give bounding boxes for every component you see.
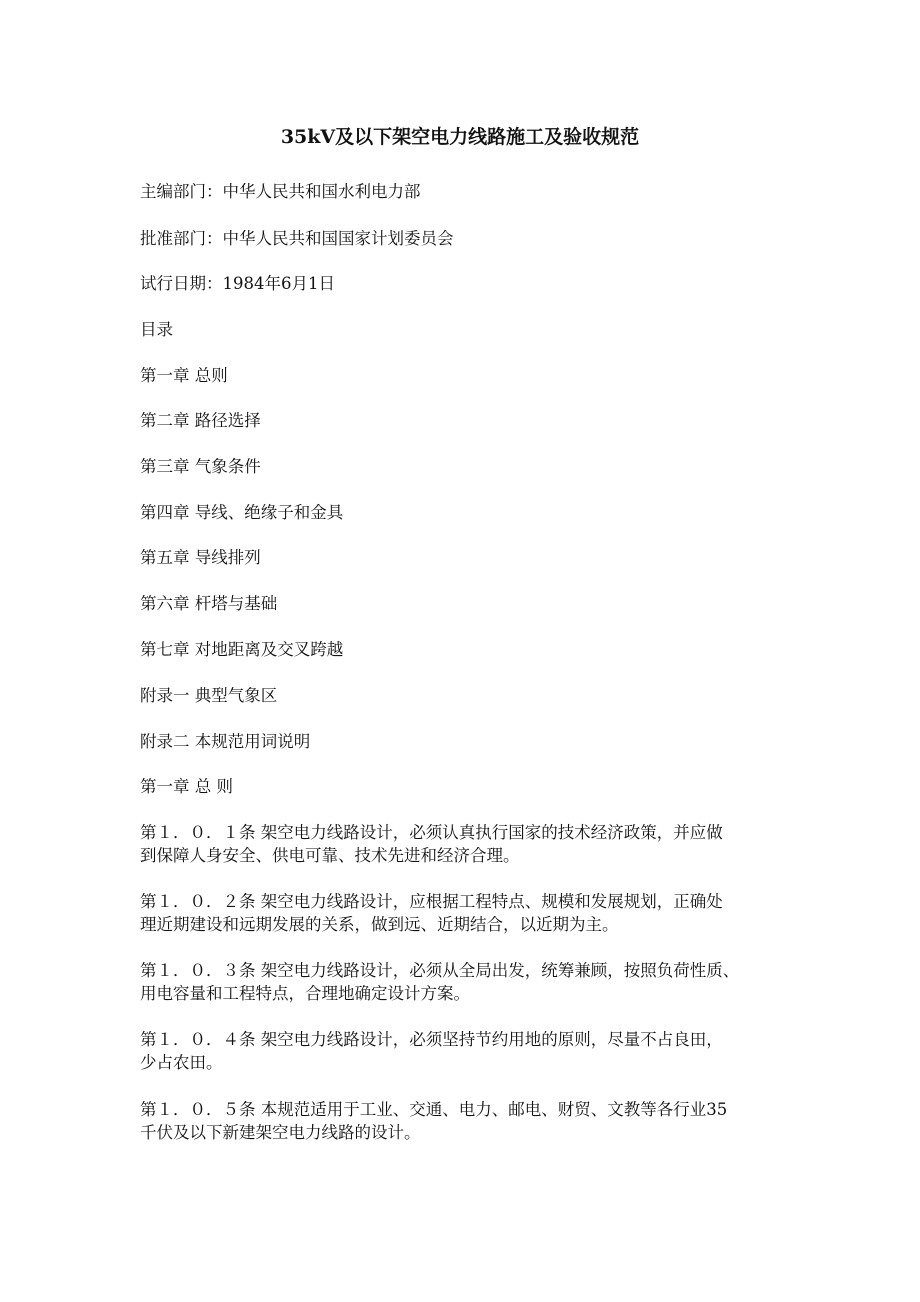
chapter-heading: 第一章 总 则 (140, 777, 233, 796)
toc-item: 第六章 杆塔与基础 (140, 594, 278, 613)
toc-item: 第七章 对地距离及交叉跨越 (140, 640, 344, 659)
article-line: 到保障人身安全、供电可靠、技术先进和经济合理。 (140, 845, 520, 865)
article-paragraph (140, 1029, 800, 1074)
article-paragraph (140, 822, 800, 867)
article-line: 少占农田。 (140, 1052, 223, 1072)
article-paragraph (140, 960, 800, 1005)
toc-item: 第三章 气象条件 (140, 457, 261, 476)
article-line: 千伏及以下新建架空电力线路的设计。 (140, 1122, 421, 1142)
article-line: 第１．０．１条 架空电力线路设计，必须认真执行国家的技术经济政策，并应做 (140, 823, 723, 842)
approval-department: 批准部门：中华人民共和国国家计划委员会 (140, 229, 454, 248)
toc-item: 第一章 总则 (140, 366, 228, 385)
toc-heading: 目录 (140, 320, 173, 339)
toc-item: 第四章 导线、绝缘子和金具 (140, 503, 344, 522)
article-line: 第１．０．３条 架空电力线路设计，必须从全局出发，统筹兼顾，按照负荷性质、 (140, 961, 740, 980)
article-line: 第１．０．４条 架空电力线路设计，必须坚持节约用地的原则，尽量不占良田， (140, 1030, 723, 1049)
article-paragraph (140, 891, 800, 936)
article-paragraph (140, 1099, 800, 1144)
article-line: 用电容量和工程特点，合理地确定设计方案。 (140, 983, 470, 1003)
document-title: 35kV及以下架空电力线路施工及验收规范 (280, 126, 640, 148)
article-line: 第１．０．５条 本规范适用于工业、交通、电力、邮电、财贸、文教等各行业35 (140, 1100, 728, 1119)
trial-date: 试行日期：1984年6月1日 (140, 274, 335, 293)
toc-item: 第二章 路径选择 (140, 411, 261, 430)
toc-item: 附录一 典型气象区 (140, 686, 278, 705)
toc-item: 附录二 本规范用词说明 (140, 732, 311, 751)
editor-department: 主编部门：中华人民共和国水利电力部 (140, 182, 421, 201)
article-line: 理近期建设和远期发展的关系，做到远、近期结合，以近期为主。 (140, 914, 619, 934)
article-line: 第１．０．２条 架空电力线路设计，应根据工程特点、规模和发展规划，正确处 (140, 892, 723, 911)
toc-item: 第五章 导线排列 (140, 548, 261, 567)
